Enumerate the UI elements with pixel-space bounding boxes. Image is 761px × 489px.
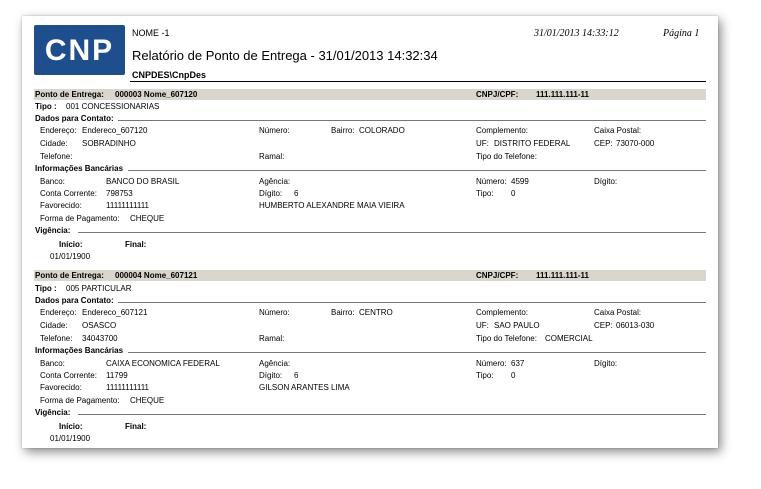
cidade-value: OSASCO bbox=[82, 321, 117, 330]
telefone-value: 34043700 bbox=[82, 334, 118, 343]
cnpj-value: 111.111.111-11 bbox=[536, 271, 589, 280]
conta-label: Conta Corrente: bbox=[40, 189, 97, 198]
section-divider bbox=[118, 302, 706, 303]
favorecido-name: HUMBERTO ALEXANDRE MAIA VIEIRA bbox=[259, 201, 405, 210]
dados-contato-heading: Dados para Contato: bbox=[35, 296, 114, 305]
cep-label: CEP: bbox=[594, 321, 613, 330]
tipo-telefone-label: Tipo do Telefone: bbox=[476, 334, 537, 343]
cidade-label: Cidade: bbox=[40, 321, 68, 330]
cnp-logo bbox=[34, 25, 125, 75]
forma-pagamento-value: CHEQUE bbox=[130, 396, 165, 405]
section-divider bbox=[118, 120, 706, 121]
tipo-label: Tipo : bbox=[35, 102, 57, 111]
tipo-conta-label: Tipo: bbox=[476, 371, 494, 380]
tipo-conta-value: 0 bbox=[511, 371, 516, 380]
inicio-value: 01/01/1900 bbox=[50, 252, 91, 261]
report-title: Relatório de Ponto de Entrega - 31/01/2013 14:32:34 bbox=[132, 48, 438, 63]
vigencia-heading: Vigência: bbox=[35, 226, 71, 235]
bairro-value: COLORADO bbox=[359, 126, 405, 135]
conta-value: 11799 bbox=[106, 371, 128, 380]
digito-conta-label: Dígito: bbox=[259, 189, 283, 198]
favorecido-name: GILSON ARANTES LIMA bbox=[259, 383, 350, 392]
digito-conta-label: Dígito: bbox=[259, 371, 283, 380]
caixa-postal-label: Caixa Postal: bbox=[594, 126, 642, 135]
cidade-label: Cidade: bbox=[40, 139, 68, 148]
report-page bbox=[22, 16, 718, 448]
forma-pagamento-label: Forma de Pagamento: bbox=[40, 214, 120, 223]
digito-conta-value: 6 bbox=[294, 371, 299, 380]
section-divider bbox=[128, 352, 706, 353]
numero-banco-value: 637 bbox=[511, 359, 525, 368]
info-bancarias-heading: Informações Bancárias bbox=[35, 346, 124, 355]
endereco-label: Endereço: bbox=[40, 126, 77, 135]
section-divider bbox=[78, 414, 706, 415]
agencia-label: Agência: bbox=[259, 359, 291, 368]
tipo-conta-label: Tipo: bbox=[476, 189, 494, 198]
cnpj-label: CNPJ/CPF: bbox=[476, 90, 519, 99]
section-divider bbox=[78, 232, 706, 233]
logo-text: CNP bbox=[44, 34, 115, 67]
dados-contato-heading: Dados para Contato: bbox=[35, 114, 114, 123]
uf-label: UF: bbox=[476, 321, 489, 330]
tipo-telefone-value: COMERCIAL bbox=[545, 334, 593, 343]
favorecido-doc: 11111111111 bbox=[106, 201, 150, 210]
uf-value: DISTRITO FEDERAL bbox=[494, 139, 571, 148]
forma-pagamento-value: CHEQUE bbox=[130, 214, 165, 223]
endereco-value: Endereco_607121 bbox=[82, 308, 148, 317]
endereco-value: Endereco_607120 bbox=[82, 126, 148, 135]
final-label: Final: bbox=[125, 422, 147, 431]
endereco-label: Endereço: bbox=[40, 308, 77, 317]
favorecido-label: Favorecido: bbox=[40, 383, 82, 392]
ramal-label: Ramal: bbox=[259, 152, 285, 161]
page-number: Página 1 bbox=[663, 28, 700, 39]
cep-value: 73070-000 bbox=[616, 139, 655, 148]
banco-value: BANCO DO BRASIL bbox=[106, 177, 180, 186]
cidade-value: SOBRADINHO bbox=[82, 139, 136, 148]
bairro-value: CENTRO bbox=[359, 308, 393, 317]
conta-label: Conta Corrente: bbox=[40, 371, 97, 380]
complemento-label: Complemento: bbox=[476, 126, 529, 135]
tipo-value: 005 PARTICULAR bbox=[66, 284, 132, 293]
complemento-label: Complemento: bbox=[476, 308, 529, 317]
uf-label: UF: bbox=[476, 139, 489, 148]
inicio-value: 01/01/1900 bbox=[50, 434, 91, 443]
digito-banco-label: Dígito: bbox=[594, 177, 618, 186]
tipo-telefone-label: Tipo do Telefone: bbox=[476, 152, 537, 161]
telefone-label: Telefone: bbox=[40, 334, 73, 343]
telefone-label: Telefone: bbox=[40, 152, 73, 161]
conta-value: 798753 bbox=[106, 189, 133, 198]
cep-value: 06013-030 bbox=[616, 321, 655, 330]
bairro-label: Bairro: bbox=[331, 126, 355, 135]
cep-label: CEP: bbox=[594, 139, 613, 148]
ramal-label: Ramal: bbox=[259, 334, 285, 343]
ponto-value: 000004 Nome_607121 bbox=[115, 271, 198, 280]
numero-label: Número: bbox=[259, 308, 290, 317]
tipo-conta-value: 0 bbox=[511, 189, 516, 198]
header-divider bbox=[130, 81, 706, 82]
section-divider bbox=[128, 170, 706, 171]
ponto-label: Ponto de Entrega: bbox=[35, 271, 104, 280]
numero-banco-label: Número: bbox=[476, 177, 507, 186]
caixa-postal-label: Caixa Postal: bbox=[594, 308, 642, 317]
numero-label: Número: bbox=[259, 126, 290, 135]
info-bancarias-heading: Informações Bancárias bbox=[35, 164, 124, 173]
digito-banco-label: Dígito: bbox=[594, 359, 618, 368]
favorecido-label: Favorecido: bbox=[40, 201, 82, 210]
favorecido-doc: 11111111111 bbox=[106, 383, 150, 392]
numero-banco-label: Número: bbox=[476, 359, 507, 368]
final-label: Final: bbox=[125, 240, 147, 249]
inicio-label: Início: bbox=[59, 240, 83, 249]
cnpj-value: 111.111.111-11 bbox=[536, 90, 589, 99]
banco-value: CAIXA ECONOMICA FEDERAL bbox=[106, 359, 220, 368]
numero-banco-value: 4599 bbox=[511, 177, 529, 186]
inicio-label: Início: bbox=[59, 422, 83, 431]
report-datetime: 31/01/2013 14:33:12 bbox=[534, 28, 619, 39]
banco-label: Banco: bbox=[40, 359, 65, 368]
report-user-name: NOME -1 bbox=[132, 28, 170, 38]
tipo-value: 001 CONCESSIONARIAS bbox=[66, 102, 160, 111]
cnpj-label: CNPJ/CPF: bbox=[476, 271, 519, 280]
agencia-label: Agência: bbox=[259, 177, 291, 186]
ponto-value: 000003 Nome_607120 bbox=[115, 90, 198, 99]
banco-label: Banco: bbox=[40, 177, 65, 186]
digito-conta-value: 6 bbox=[294, 189, 299, 198]
uf-value: SAO PAULO bbox=[494, 321, 540, 330]
bairro-label: Bairro: bbox=[331, 308, 355, 317]
report-path: CNPDES\CnpDes bbox=[132, 70, 207, 80]
tipo-label: Tipo : bbox=[35, 284, 57, 293]
ponto-label: Ponto de Entrega: bbox=[35, 90, 104, 99]
vigencia-heading: Vigência: bbox=[35, 408, 71, 417]
forma-pagamento-label: Forma de Pagamento: bbox=[40, 396, 120, 405]
